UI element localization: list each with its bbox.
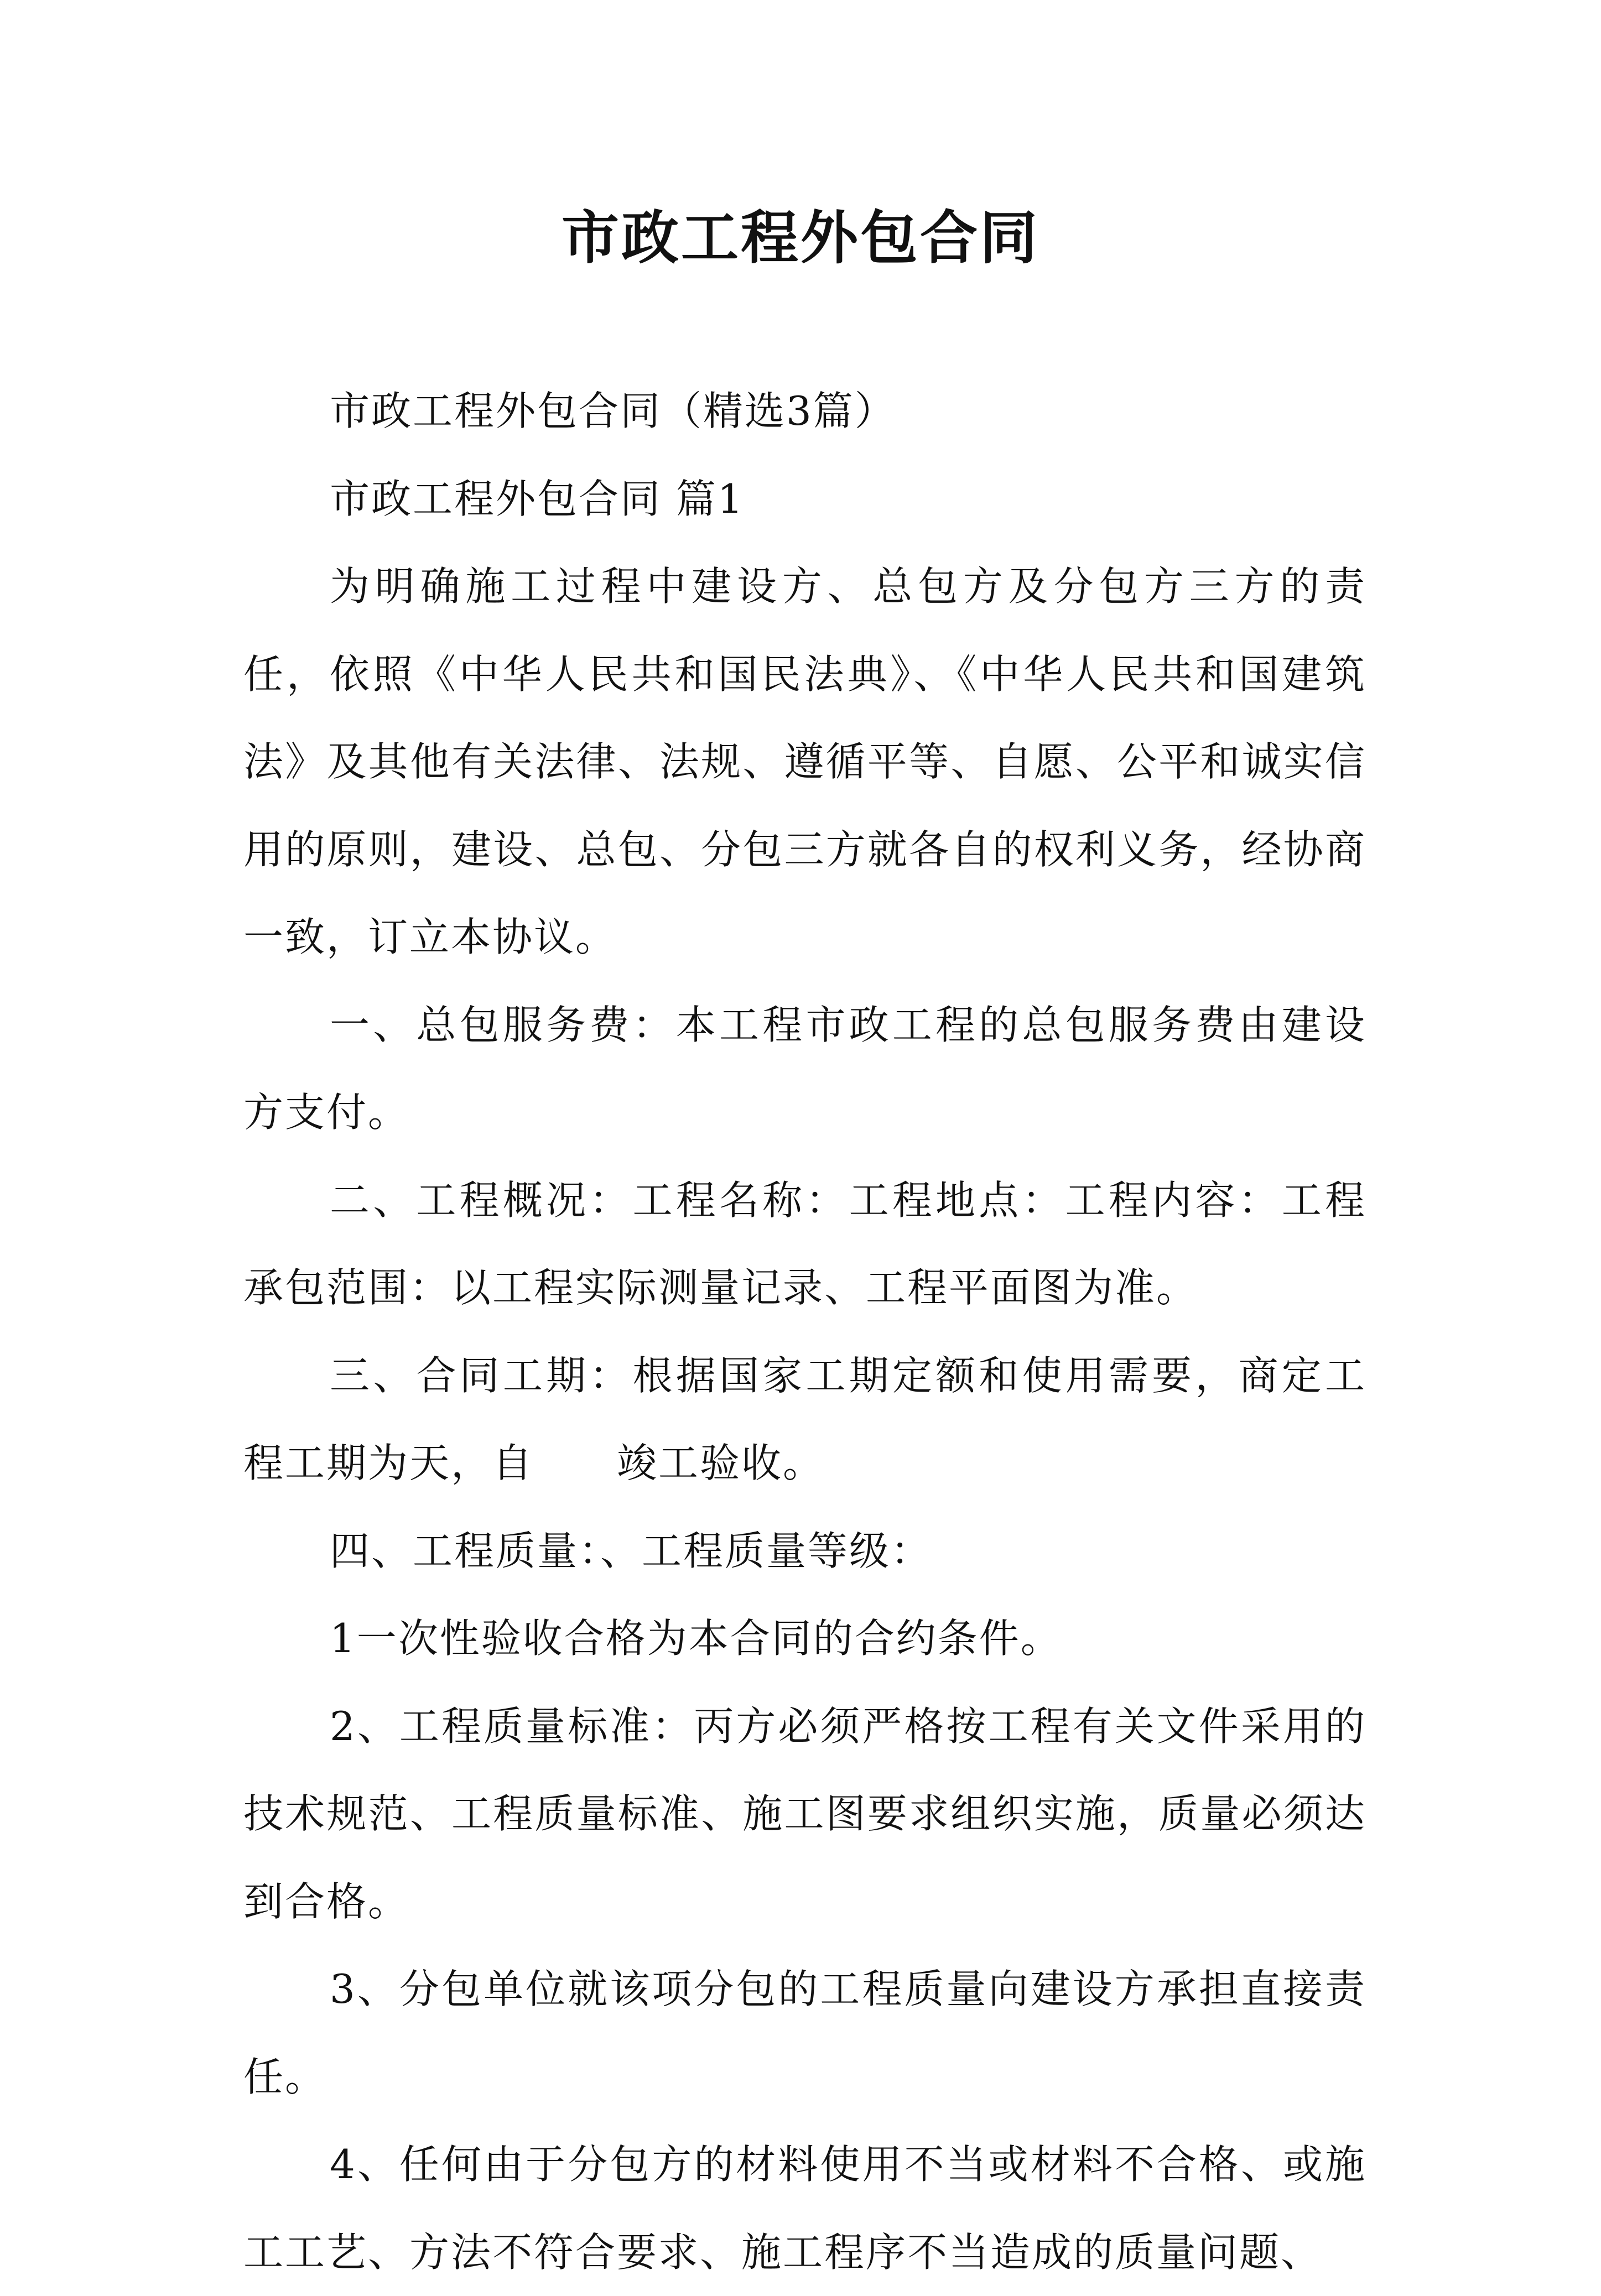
- paragraph-clause-4: 四、工程质量：、工程质量等级：: [330, 1527, 933, 1574]
- paragraph-item-3: 3、分包单位就该项分包的工程质量向建设方承担直接责任。: [243, 1966, 1366, 2100]
- paragraph-clause-1: 一、总包服务费：本工程市政工程的总包服务费由建设方支付。: [243, 1001, 1366, 1136]
- document-title: 市政工程外包合同: [561, 204, 1039, 272]
- paragraph-subtitle: 市政工程外包合同（精选3篇）: [330, 388, 896, 434]
- paragraph-clause-2: 二、工程概况：工程名称：工程地点：工程内容：工程承包范围：以工程实际测量记录、工程平面图为准。: [243, 1176, 1366, 1311]
- paragraph-item-1: 1一次性验收合格为本合同的合约条件。: [330, 1615, 1062, 1662]
- paragraph-preamble: 为明确施工过程中建设方、总包方及分包方三方的责任，依照《中华人民共和国民法典》、《中华人民共和国建筑法》及其他有关法律、法规、遵循平等、自愿、公平和诚实信用的原则，建设、总包、分包三方就各自的权利义务，经协商一致，订立本协议。: [243, 563, 1366, 960]
- paragraph-item-4: 4、任何由于分包方的材料使用不当或材料不合格、或施工工艺、方法不符合要求、施工程序不当造成的质量问题、: [243, 2141, 1366, 2276]
- paragraph-item-2: 2、工程质量标准：丙方必须严格按工程有关文件采用的技术规范、工程质量标准、施工图要求组织实施，质量必须达到合格。: [243, 1703, 1366, 1925]
- document-body: [243, 367, 1366, 2296]
- paragraph-clause-3: 三、合同工期：根据国家工期定额和使用需要，商定工程工期为天，自 竣工验收。: [243, 1352, 1366, 1486]
- paragraph-section-heading: 市政工程外包合同 篇1: [330, 475, 745, 522]
